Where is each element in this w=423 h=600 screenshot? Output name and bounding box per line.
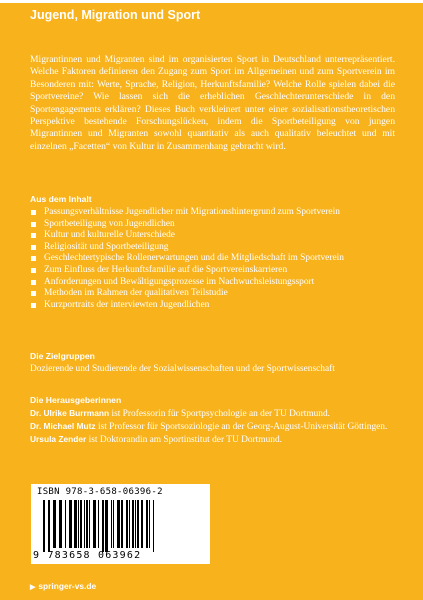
barcode-bar: [117, 500, 120, 548]
barcode-bar: [149, 500, 150, 548]
barcode-bar: [78, 500, 79, 548]
barcode-bar: [105, 500, 108, 552]
list-item: Sportbeteiligung von Jugendlichen: [30, 219, 395, 231]
barcode-bar: [65, 500, 66, 548]
list-item: Anforderungen und Bewältigungsprozesse im Nachwuchsleistungssport: [30, 277, 395, 289]
editor-entry: [30, 420, 395, 433]
editors-heading: Die Herausgeberinnen: [30, 395, 122, 405]
editor-bio: ist Professor für Sportsoziologie an der Georg-August-Universität Göttingen.: [95, 422, 388, 432]
barcode-bar: [113, 500, 114, 548]
editors-list: [30, 407, 395, 446]
list-item: Religiosität und Sportbeteiligung: [30, 242, 395, 254]
audience-heading: Die Zielgruppen: [30, 351, 95, 361]
book-title: Jugend, Migration und Sport: [30, 8, 201, 22]
list-item: Passungsverhältnisse Jugendlicher mit Migrationshintergrund zum Sportverein: [30, 207, 395, 219]
barcode-bar: [132, 500, 134, 548]
barcode-bar: [93, 500, 96, 548]
publisher-link[interactable]: [30, 581, 96, 591]
list-item: Geschlechtertypische Rollenerwartungen und die Mitgliedschaft im Sportverein: [30, 253, 395, 265]
editor-name: Dr. Michael Mutz: [30, 421, 96, 431]
barcode-bar: [48, 500, 50, 552]
barcode-bar: [69, 500, 72, 548]
list-item: Methoden im Rahmen der qualitativen Teilstudie: [30, 288, 395, 300]
barcode-bar: [111, 500, 112, 548]
list-item: Kurzportraits der interviewten Jugendlichen: [30, 300, 395, 312]
barcode-bar: [102, 500, 104, 552]
editor-name: Dr. Ulrike Burrmann: [30, 408, 110, 418]
publisher-url: springer-vs.de: [38, 581, 97, 591]
barcode-bar: [126, 500, 128, 548]
intro-text: Migrantinnen und Migranten sind im organisierten Sport in Deutschland unterrepräsentiert. Welche Faktoren definieren den Zugang zum Sport im Allgemeinen und zum Sportverein im Besonderen mit: Werte, Sprache, Religion, Herkunftsfamilie? Welche Rolle spielen dabei die Sportvereine? Wie lassen sich die erheblichen Geschlechterunterschiede in den Sportengagements erklären? Dieses Buch verkleinert unter einer sozialisationstheoretischen Perspektive bestehende Forschungslücken, indem die Sportbeteiligung von jungen Migrantinnen und Migranten sowohl quantitativ als auch qualitativ beleuchtet und mit einzelnen „Facetten“ von Kultur in Zusammenhang gebracht wird.: [30, 54, 395, 152]
audience-text: Dozierende und Studierende der Sozialwissenschaften und der Sportwissenschaft: [30, 364, 335, 374]
barcode-bar: [135, 500, 136, 548]
barcode-bars: [41, 500, 201, 552]
barcode-bar: [53, 500, 56, 548]
barcode-bar: [74, 500, 77, 548]
barcode-bar: [141, 500, 143, 548]
barcode-bar: [129, 500, 130, 548]
barcode-bar: [80, 500, 82, 548]
contents-list: [30, 207, 395, 311]
barcode-bar: [121, 500, 123, 548]
editor-name: Ursula Zender: [30, 434, 87, 444]
editor-bio: ist Doktorandin am Sportinstitut der TU Dortmund.: [86, 435, 282, 445]
contents-heading: Aus dem Inhalt: [30, 194, 92, 204]
top-rule: [0, 0, 423, 3]
list-item: Zum Einfluss der Herkunftsfamilie auf die Sportvereinskarrieren: [30, 265, 395, 277]
barcode-bar: [153, 500, 154, 552]
barcode-bar: [84, 500, 85, 548]
isbn-label: ISBN 978-3-658-06396-2: [37, 487, 163, 497]
editor-entry: [30, 407, 395, 420]
barcode-bar: [89, 500, 90, 548]
barcode-bar: [86, 500, 88, 548]
barcode-bar: [98, 500, 99, 548]
barcode-bar: [146, 500, 148, 548]
barcode-bar: [43, 500, 45, 552]
isbn-barcode: [31, 484, 210, 564]
list-item: Kultur und kulturelle Unterschiede: [30, 230, 395, 242]
barcode-digits: 9 783658 063962: [33, 550, 142, 561]
editor-bio: ist Professorin für Sportpsychologie an der TU Dortmund.: [109, 409, 331, 419]
arrow-icon: ▶: [30, 584, 36, 591]
editor-entry: [30, 433, 395, 446]
barcode-bar: [137, 500, 139, 548]
barcode-bar: [59, 500, 62, 548]
